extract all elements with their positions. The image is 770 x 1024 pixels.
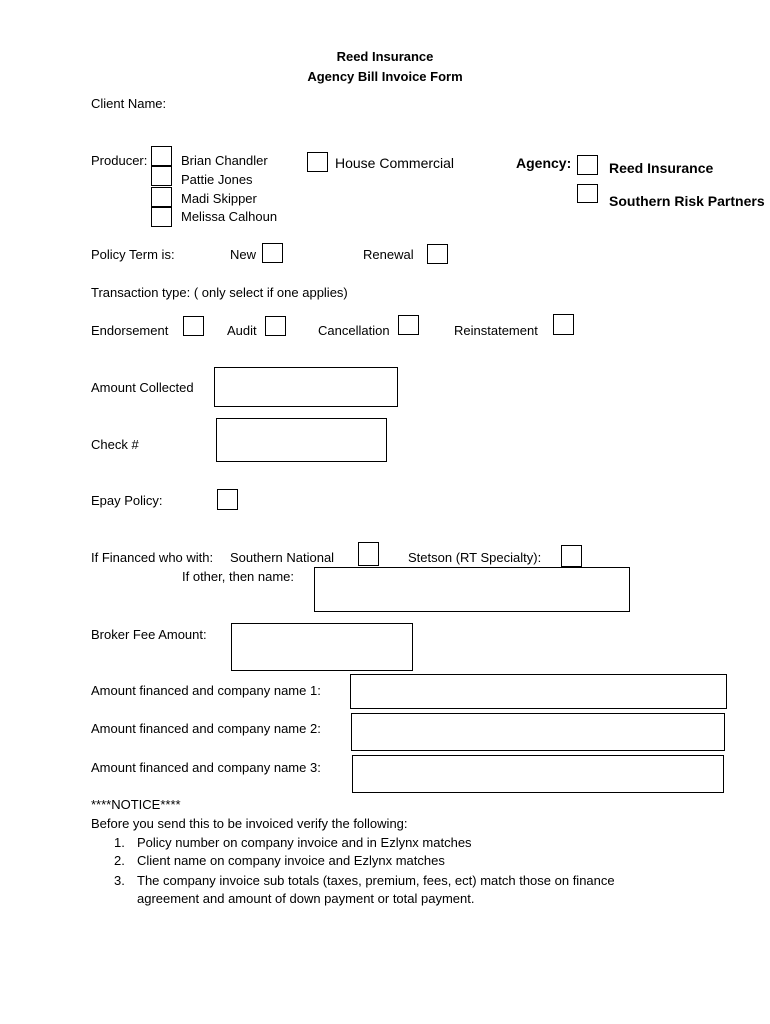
- agency-reed-checkbox[interactable]: [577, 155, 598, 175]
- audit-checkbox[interactable]: [265, 316, 286, 336]
- reinstatement-label: Reinstatement: [454, 323, 538, 338]
- other-finance-label: If other, then name:: [182, 569, 295, 584]
- notice-item-1-number: 1.: [114, 835, 125, 850]
- policy-term-new-label: New: [230, 247, 257, 262]
- audit-label: Audit: [227, 323, 257, 338]
- amount-financed-2-field[interactable]: [351, 713, 725, 751]
- policy-term-renewal-checkbox[interactable]: [427, 244, 448, 264]
- producer-madi-label: Madi Skipper: [181, 191, 257, 206]
- producer-label: Producer:: [91, 153, 148, 168]
- amount-financed-2-label: Amount financed and company name 2:: [91, 721, 321, 736]
- agency-southern-risk-label: Southern Risk Partners: [609, 193, 765, 209]
- reinstatement-checkbox[interactable]: [553, 314, 574, 335]
- house-commercial-checkbox[interactable]: [307, 152, 328, 172]
- broker-fee-label: Broker Fee Amount:: [91, 627, 207, 642]
- notice-item-1-text: Policy number on company invoice and in Ezlynx matches: [137, 835, 472, 850]
- amount-financed-1-label: Amount financed and company name 1:: [91, 683, 321, 698]
- policy-term-new-checkbox[interactable]: [262, 243, 283, 263]
- endorsement-checkbox[interactable]: [183, 316, 204, 336]
- broker-fee-field[interactable]: [231, 623, 413, 671]
- check-number-field[interactable]: [216, 418, 387, 462]
- producer-madi-checkbox[interactable]: [151, 187, 172, 207]
- stetson-checkbox[interactable]: [561, 545, 582, 567]
- producer-brian-label: Brian Chandler: [181, 153, 268, 168]
- financed-with-label: If Financed who with:: [91, 550, 214, 565]
- stetson-label: Stetson (RT Specialty):: [408, 550, 542, 565]
- notice-item-3-text: The company invoice sub totals (taxes, premium, fees, ect) match those on finance: [137, 873, 615, 888]
- amount-collected-label: Amount Collected: [91, 380, 194, 395]
- notice-item-3-number: 3.: [114, 873, 125, 888]
- producer-pattie-label: Pattie Jones: [181, 172, 253, 187]
- epay-policy-checkbox[interactable]: [217, 489, 238, 510]
- amount-financed-3-label: Amount financed and company name 3:: [91, 760, 321, 775]
- agency-southern-risk-checkbox[interactable]: [577, 184, 598, 203]
- amount-financed-3-field[interactable]: [352, 755, 724, 793]
- producer-melissa-checkbox[interactable]: [151, 207, 172, 227]
- policy-term-label: Policy Term is:: [91, 247, 175, 262]
- client-name-label: Client Name:: [91, 96, 167, 111]
- producer-pattie-checkbox[interactable]: [151, 166, 172, 186]
- southern-national-label: Southern National: [230, 550, 335, 565]
- transaction-type-label: Transaction type: ( only select if one applies): [91, 285, 348, 300]
- cancellation-checkbox[interactable]: [398, 315, 419, 335]
- epay-policy-label: Epay Policy:: [91, 493, 163, 508]
- form-title: Agency Bill Invoice Form: [307, 69, 463, 84]
- notice-item-2-text: Client name on company invoice and Ezlynx matches: [137, 853, 445, 868]
- check-number-label: Check #: [91, 437, 139, 452]
- notice-heading: ****NOTICE****: [91, 797, 181, 812]
- agency-reed-label: Reed Insurance: [609, 160, 714, 176]
- amount-collected-field[interactable]: [214, 367, 398, 407]
- notice-intro: Before you send this to be invoiced verify the following:: [91, 816, 408, 831]
- other-finance-name-field[interactable]: [314, 567, 630, 612]
- house-commercial-label: House Commercial: [335, 155, 455, 171]
- endorsement-label: Endorsement: [91, 323, 169, 338]
- form-company: Reed Insurance: [336, 49, 434, 64]
- producer-brian-checkbox[interactable]: [151, 146, 172, 166]
- southern-national-checkbox[interactable]: [358, 542, 379, 566]
- notice-item-2-number: 2.: [114, 853, 125, 868]
- notice-item-3-text-cont: agreement and amount of down payment or total payment.: [137, 891, 475, 906]
- cancellation-label: Cancellation: [318, 323, 390, 338]
- agency-label: Agency:: [516, 155, 572, 171]
- producer-melissa-label: Melissa Calhoun: [181, 209, 278, 224]
- policy-term-renewal-label: Renewal: [363, 247, 414, 262]
- amount-financed-1-field[interactable]: [350, 674, 727, 709]
